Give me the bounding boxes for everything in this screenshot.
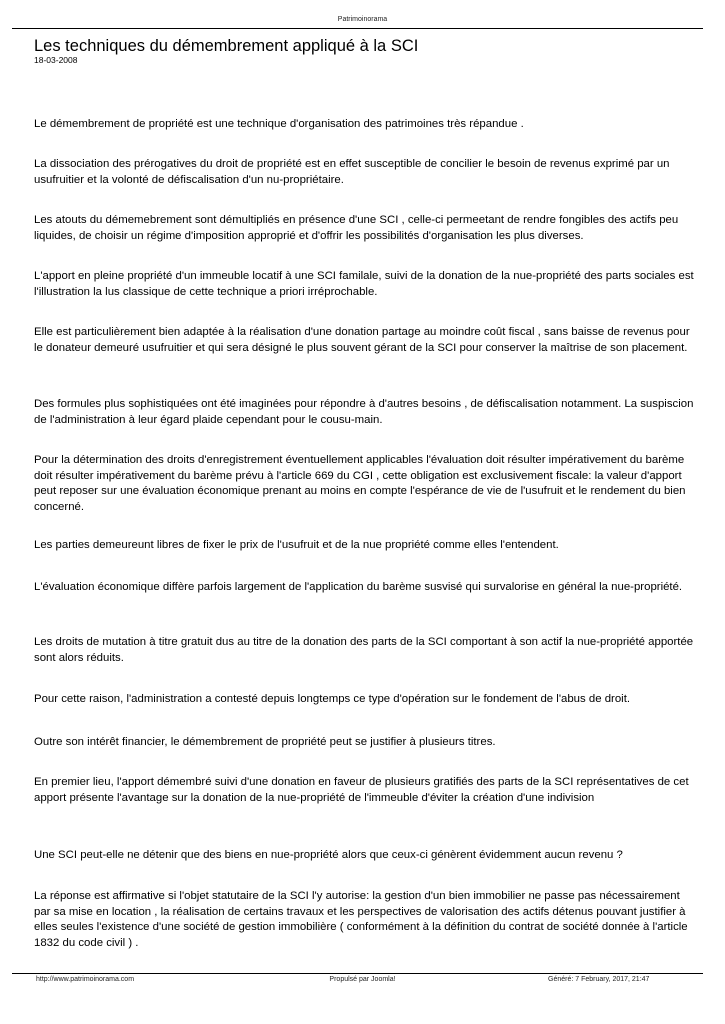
paragraph: En premier lieu, l'apport démembré suivi d'une donation en faveur de plusieurs gratifiés des parts de la SCI représentatives de cet apport présente l'avantage sur la donation de la nue-propriété de l'immeuble d'éviter la création d'une indivision: [34, 776, 689, 804]
paragraph: Les atouts du démemebrement sont démultipliés en présence d'une SCI , celle-ci permeetant de rendre fongibles des actifs peu liquides, de choisir un régime d'imposition approprié et d'offrir les possibilités d'organisation les plus diverses.: [34, 214, 679, 242]
footer-url-link[interactable]: http://www.patrimoinorama.com: [36, 976, 135, 983]
article-title: Les techniques du démembrement appliqué à la SCI: [34, 37, 419, 55]
paragraph: Pour la détermination des droits d'enregistrement éventuellement applicables l'évaluation doit résulter impérativement du barème doit résulter impérativement du barème prévu à l'article 669 du CGI , cette obligation est exclusivement fiscale: la valeur d'apport peut reposer sur une évaluation économique prenant au moins en compte l'espérance de vie de l'usufruit et le rendement du bien concerné.: [34, 454, 686, 513]
site-name: Patrimoinorama: [337, 16, 388, 23]
paragraph: Pour cette raison, l'administration a contesté depuis longtemps ce type d'opération sur le fondement de l'abus de droit.: [34, 693, 631, 705]
paragraph: Des formules plus sophistiquées ont été imaginées pour répondre à d'autres besoins , de défiscalisation notamment. La suspiscion de l'administration à leur égard plaide cependant pour le cousu-main.: [34, 398, 694, 426]
footer-powered-by: Propulsé par Joomla!: [329, 976, 396, 983]
paragraph: Outre son intérêt financier, le démembrement de propriété peut se justifier à plusieurs titres.: [34, 736, 496, 748]
footer-divider: [12, 973, 703, 974]
paragraph: Le démembrement de propriété est une technique d'organisation des patrimoines très répandue .: [34, 118, 524, 130]
paragraph: La dissociation des prérogatives du droit de propriété est en effet susceptible de concilier le besoin de revenus exprimé par un usufruitier et la volonté de défiscalisation d'un nu-propriétaire.: [34, 158, 670, 186]
article-date: 18-03-2008: [34, 55, 78, 65]
paragraph: L'apport en pleine propriété d'un immeuble locatif à une SCI familale, suivi de la donation de la nue-propriété des parts sociales est l'illustration la lus classique de cette technique a priori irréprochable.: [34, 270, 694, 298]
paragraph: Les parties demeureunt libres de fixer le prix de l'usufruit et de la nue propriété comme elles l'entendent.: [34, 539, 559, 551]
header-divider: [12, 28, 703, 29]
paragraph: L'évaluation économique diffère parfois largement de l'application du barème susvisé qui survalorise en général la nue-propriété.: [34, 581, 683, 593]
footer-generated-date: Généré: 7 February, 2017, 21:47: [548, 976, 650, 983]
paragraph: Une SCI peut-elle ne détenir que des biens en nue-propriété alors que ceux-ci génèrent évidemment aucun revenu ?: [34, 849, 623, 861]
paragraph: La réponse est affirmative si l'objet statutaire de la SCI l'y autorise: la gestion d'un bien immobilier ne passe pas nécessairement par sa mise en location , la réalisation de certains travaux et les perspectives de valorisation des actifs détenus pouvant justifier à elles seules l'existence d'une société de gestion immobilière ( conformément à la définition du contrat de société donnée à l'article 1832 du code civil ) .: [34, 890, 688, 949]
paragraph: Elle est particulièrement bien adaptée à la réalisation d'une donation partage au moindre coût fiscal , sans baisse de revenus pour le donateur demeuré usufruitier et qui sera désigné le plus souvent gérant de la SCI pour conserver la maîtrise de son placement.: [34, 326, 690, 354]
paragraph: Les droits de mutation à titre gratuit dus au titre de la donation des parts de la SCI comportant à son actif la nue-propriété apportée sont alors réduits.: [34, 636, 694, 664]
